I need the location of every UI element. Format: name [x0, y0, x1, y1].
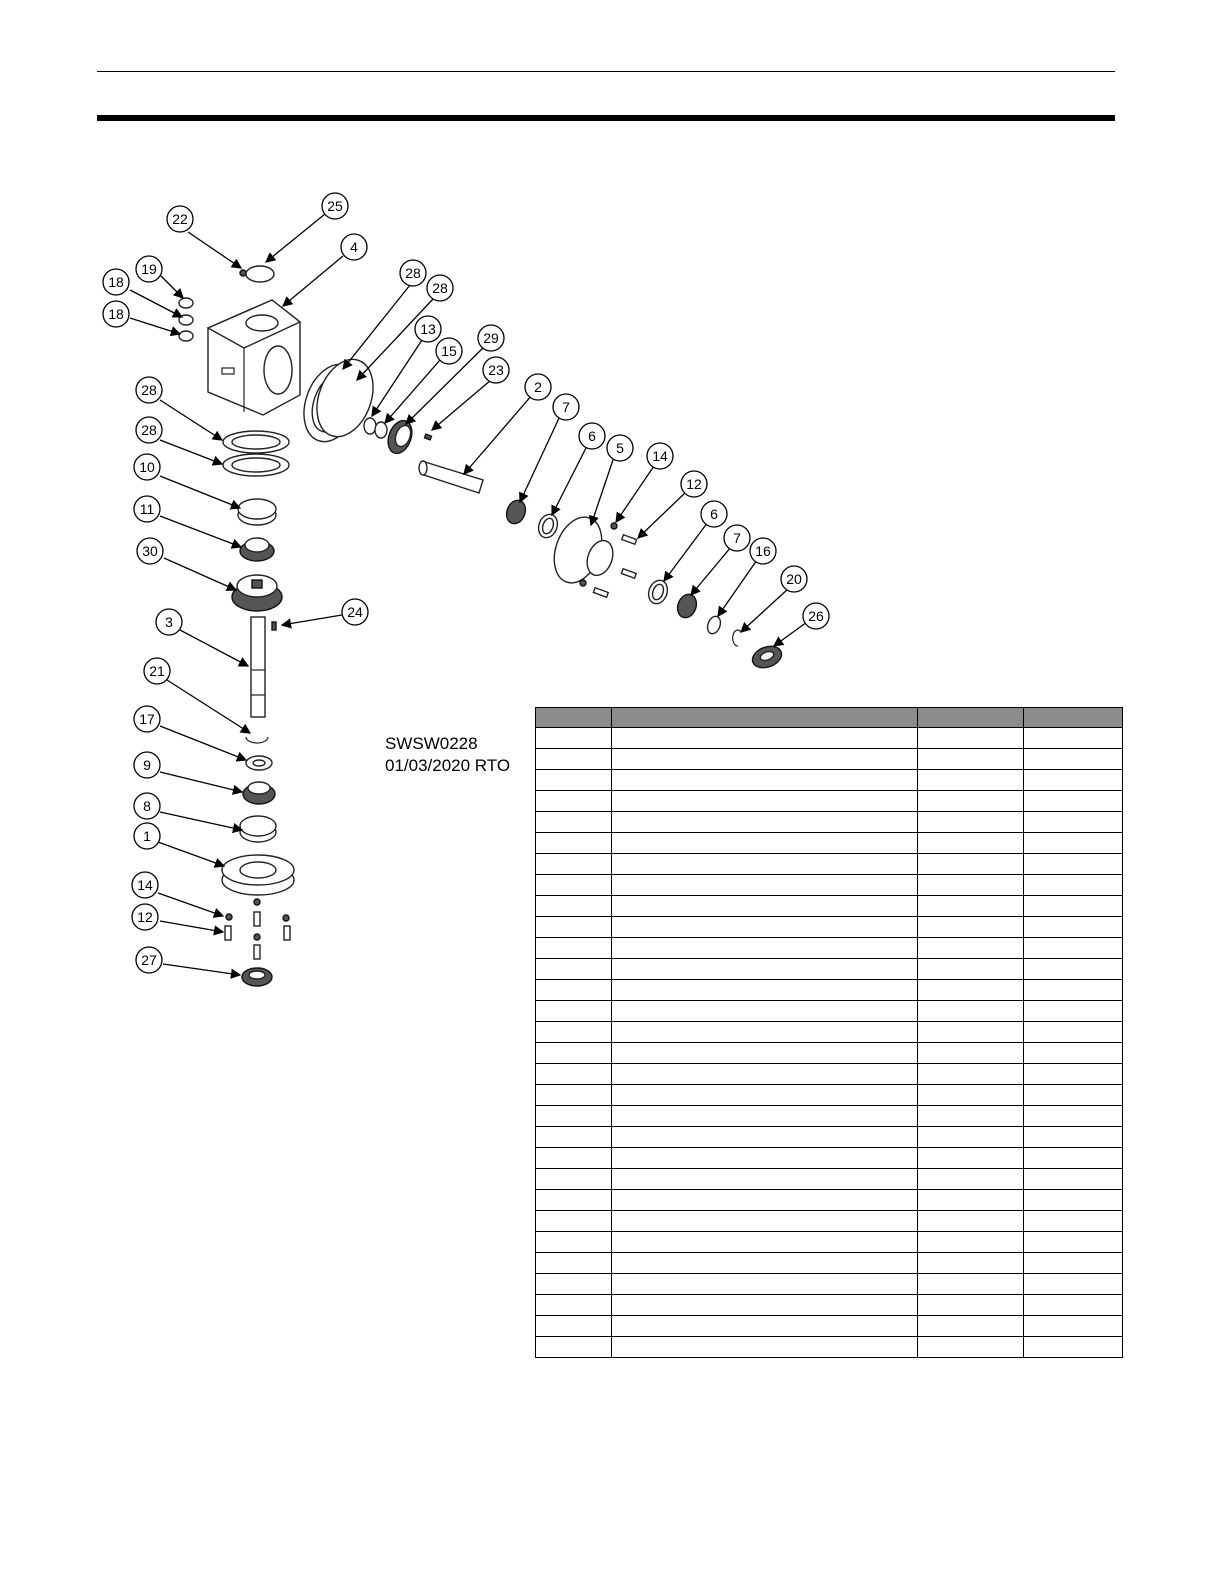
callout-28-side-b — [427, 275, 453, 301]
bearing-cup-10 — [238, 499, 276, 525]
table-row — [536, 980, 1123, 1001]
svg-text:2: 2 — [534, 379, 542, 395]
table-cell — [1024, 770, 1123, 791]
header-cell — [612, 708, 918, 728]
table-row — [536, 1316, 1123, 1337]
svg-text:29: 29 — [483, 330, 499, 346]
side-small-parts — [364, 417, 432, 456]
svg-text:27: 27 — [141, 952, 157, 968]
table-cell — [536, 770, 612, 791]
table-cell — [918, 1043, 1024, 1064]
table-cell — [1024, 875, 1123, 896]
callout-28-bottom-b — [136, 417, 162, 443]
table-cell — [536, 1001, 612, 1022]
callout-15 — [436, 338, 462, 364]
callout-16 — [750, 538, 776, 564]
table-cell — [1024, 1106, 1123, 1127]
svg-text:17: 17 — [139, 711, 155, 727]
table-cell — [918, 749, 1024, 770]
header-cell — [1024, 708, 1123, 728]
table-cell — [612, 749, 918, 770]
table-cell — [918, 812, 1024, 833]
bearing-cone-11 — [240, 538, 274, 561]
table-row — [536, 1106, 1123, 1127]
table-cell — [536, 1211, 612, 1232]
table-cell — [918, 1232, 1024, 1253]
table-cell — [918, 1169, 1024, 1190]
table-cell — [536, 1337, 612, 1358]
table-cell — [536, 1274, 612, 1295]
table-cell — [918, 791, 1024, 812]
svg-text:13: 13 — [420, 321, 436, 337]
svg-text:28: 28 — [405, 265, 421, 281]
callout-29 — [478, 325, 504, 351]
svg-text:26: 26 — [808, 608, 824, 624]
table-cell — [1024, 1148, 1123, 1169]
housing-gasket-bottom — [223, 431, 289, 476]
table-cell — [918, 938, 1024, 959]
table-cell — [918, 1190, 1024, 1211]
table-cell — [536, 791, 612, 812]
svg-text:6: 6 — [588, 428, 596, 444]
table-cell — [536, 833, 612, 854]
callout-28-bottom-a — [136, 377, 162, 403]
table-cell — [536, 959, 612, 980]
callout-9 — [134, 752, 160, 778]
svg-text:10: 10 — [139, 459, 155, 475]
svg-text:25: 25 — [327, 198, 343, 214]
table-cell — [918, 1001, 1024, 1022]
table-cell — [536, 854, 612, 875]
table-cell — [612, 917, 918, 938]
svg-text:19: 19 — [141, 261, 157, 277]
table-cell — [536, 1232, 612, 1253]
callout-12-bottom — [132, 904, 158, 930]
table-cell — [536, 1316, 612, 1337]
bearing-cup-8 — [240, 816, 276, 842]
table-cell — [918, 1316, 1024, 1337]
bevel-gear-30 — [232, 575, 282, 611]
table-cell — [918, 896, 1024, 917]
drawing-id — [385, 733, 510, 777]
table-cell — [1024, 1295, 1123, 1316]
drawing-number: SWSW0228 — [385, 734, 478, 753]
table-cell — [1024, 980, 1123, 1001]
table-cell — [612, 854, 918, 875]
table-cell — [1024, 1337, 1123, 1358]
table-cell — [612, 1001, 918, 1022]
table-cell — [612, 938, 918, 959]
table-row — [536, 1190, 1123, 1211]
svg-text:28: 28 — [141, 382, 157, 398]
callout-7-lower — [724, 525, 750, 551]
bearing-7-upper — [503, 498, 528, 527]
svg-text:8: 8 — [143, 798, 151, 814]
table-cell — [612, 812, 918, 833]
callout-26 — [803, 603, 829, 629]
table-cell — [1024, 833, 1123, 854]
svg-text:9: 9 — [143, 757, 151, 773]
table-row — [536, 1274, 1123, 1295]
table-row — [536, 854, 1123, 875]
table-cell — [536, 896, 612, 917]
table-cell — [612, 770, 918, 791]
callout-23 — [483, 357, 509, 383]
callout-13 — [415, 316, 441, 342]
table-cell — [612, 728, 918, 749]
table-cell — [612, 1148, 918, 1169]
table-cell — [918, 1253, 1024, 1274]
table-cell — [1024, 938, 1123, 959]
table-row — [536, 1337, 1123, 1358]
bearing-cup-6-upper — [535, 512, 560, 541]
table-cell — [918, 980, 1024, 1001]
table-row — [536, 1211, 1123, 1232]
table-cell — [1024, 1211, 1123, 1232]
table-cell — [918, 917, 1024, 938]
table-cell — [1024, 854, 1123, 875]
table-cell — [918, 875, 1024, 896]
table-cell — [536, 875, 612, 896]
table-cell — [1024, 812, 1123, 833]
table-row — [536, 770, 1123, 791]
table-cell — [536, 812, 612, 833]
table-cell — [918, 728, 1024, 749]
callout-2 — [525, 374, 551, 400]
table-cell — [918, 1211, 1024, 1232]
svg-text:28: 28 — [141, 422, 157, 438]
table-row — [536, 917, 1123, 938]
svg-text:20: 20 — [786, 571, 802, 587]
table-cell — [918, 1295, 1024, 1316]
table-cell — [612, 1232, 918, 1253]
table-cell — [918, 959, 1024, 980]
table-row — [536, 938, 1123, 959]
table-cell — [612, 980, 918, 1001]
table-cell — [918, 854, 1024, 875]
table-cell — [612, 791, 918, 812]
washer-16 — [705, 614, 722, 635]
svg-text:1: 1 — [143, 828, 151, 844]
table-cell — [612, 1190, 918, 1211]
callout-6-lower — [701, 501, 727, 527]
callout-14-bottom — [132, 872, 158, 898]
callout-20 — [781, 566, 807, 592]
table-row — [536, 896, 1123, 917]
callout-18-lower — [103, 301, 129, 327]
callout-21 — [144, 658, 170, 684]
table-cell — [1024, 791, 1123, 812]
callout-25 — [322, 193, 348, 219]
header-cell — [536, 708, 612, 728]
table-cell — [612, 1295, 918, 1316]
callout-8 — [134, 793, 160, 819]
table-cell — [918, 1106, 1024, 1127]
svg-text:11: 11 — [139, 501, 155, 517]
table-cell — [1024, 1043, 1123, 1064]
table-row — [536, 1253, 1123, 1274]
table-cell — [536, 917, 612, 938]
table-row — [536, 791, 1123, 812]
table-cell — [1024, 917, 1123, 938]
callout-19 — [136, 256, 162, 282]
washer-17 — [246, 756, 272, 770]
svg-text:24: 24 — [347, 604, 363, 620]
snap-ring-21 — [246, 737, 268, 743]
bottom-bolts — [225, 899, 290, 959]
table-cell — [1024, 749, 1123, 770]
svg-text:23: 23 — [488, 362, 504, 378]
table-row — [536, 1169, 1123, 1190]
table-cell — [612, 875, 918, 896]
table-cell — [612, 1169, 918, 1190]
table-cell — [1024, 1232, 1123, 1253]
table-cell — [536, 1106, 612, 1127]
callout-24 — [342, 599, 368, 625]
table-cell — [612, 1022, 918, 1043]
table-cell — [1024, 1085, 1123, 1106]
table-cell — [918, 1064, 1024, 1085]
callout-7-upper — [553, 394, 579, 420]
table-cell — [612, 1043, 918, 1064]
table-cell — [536, 980, 612, 1001]
table-cell — [536, 1190, 612, 1211]
table-cell — [918, 1022, 1024, 1043]
parts-table — [535, 707, 1123, 1358]
svg-text:15: 15 — [441, 343, 457, 359]
table-cell — [612, 1274, 918, 1295]
table-cell — [1024, 1001, 1123, 1022]
table-cell — [918, 1274, 1024, 1295]
callout-5 — [607, 435, 633, 461]
table-cell — [1024, 1127, 1123, 1148]
table-cell — [536, 1022, 612, 1043]
table-cell — [612, 1127, 918, 1148]
table-cell — [536, 1127, 612, 1148]
svg-text:18: 18 — [108, 274, 124, 290]
table-cell — [536, 938, 612, 959]
table-row — [536, 812, 1123, 833]
top-ring — [246, 266, 274, 282]
table-row — [536, 875, 1123, 896]
seal-26 — [749, 642, 784, 671]
table-cell — [918, 833, 1024, 854]
table-row — [536, 1064, 1123, 1085]
table-row — [536, 959, 1123, 980]
table-cell — [536, 1295, 612, 1316]
svg-text:4: 4 — [350, 239, 358, 255]
svg-text:22: 22 — [172, 211, 188, 227]
svg-text:18: 18 — [108, 306, 124, 322]
table-row — [536, 833, 1123, 854]
table-cell — [612, 833, 918, 854]
table-cell — [612, 1337, 918, 1358]
table-cell — [536, 1253, 612, 1274]
table-cell — [918, 770, 1024, 791]
callout-6-upper — [579, 423, 605, 449]
table-cell — [612, 1085, 918, 1106]
table-row — [536, 1001, 1123, 1022]
callout-22 — [167, 206, 193, 232]
table-cell — [536, 1148, 612, 1169]
callout-11 — [134, 496, 160, 522]
table-cell — [918, 1085, 1024, 1106]
table-row — [536, 1043, 1123, 1064]
table-cell — [536, 1064, 612, 1085]
parts-table-header-row — [536, 708, 1123, 728]
table-row — [536, 1127, 1123, 1148]
table-cell — [612, 896, 918, 917]
table-cell — [1024, 896, 1123, 917]
table-row — [536, 1148, 1123, 1169]
table-cell — [1024, 1253, 1123, 1274]
svg-text:21: 21 — [149, 663, 165, 679]
svg-text:5: 5 — [616, 440, 624, 456]
callout-18-upper — [103, 269, 129, 295]
table-cell — [1024, 1022, 1123, 1043]
table-cell — [918, 1127, 1024, 1148]
table-row — [536, 1232, 1123, 1253]
parts-table-body — [536, 728, 1123, 1358]
input-shaft-2 — [419, 461, 483, 493]
bearing-cup-6-lower — [645, 578, 670, 607]
table-cell — [536, 1085, 612, 1106]
svg-text:7: 7 — [733, 530, 741, 546]
svg-text:16: 16 — [755, 543, 771, 559]
snap-ring-20 — [733, 630, 741, 646]
table-cell — [1024, 1064, 1123, 1085]
table-cell — [536, 749, 612, 770]
vertical-shaft-3 — [251, 617, 276, 717]
table-cell — [1024, 1169, 1123, 1190]
table-cell — [612, 959, 918, 980]
seal-27 — [242, 968, 272, 986]
table-row — [536, 749, 1123, 770]
bearing-7-lower — [674, 592, 699, 621]
callout-27 — [136, 947, 162, 973]
table-cell — [612, 1064, 918, 1085]
header-cell — [918, 708, 1024, 728]
table-cell — [612, 1316, 918, 1337]
table-row — [536, 728, 1123, 749]
svg-text:28: 28 — [432, 280, 448, 296]
table-row — [536, 1295, 1123, 1316]
table-cell — [1024, 728, 1123, 749]
callout-28-side-a — [400, 260, 426, 286]
svg-text:12: 12 — [686, 476, 702, 492]
table-row — [536, 1022, 1123, 1043]
table-cell — [1024, 959, 1123, 980]
svg-text:14: 14 — [652, 448, 668, 464]
callout-3 — [156, 609, 182, 635]
bottom-cover-1 — [222, 855, 294, 895]
table-cell — [1024, 1190, 1123, 1211]
callout-12-side — [681, 471, 707, 497]
table-cell — [612, 1106, 918, 1127]
table-cell — [536, 728, 612, 749]
table-cell — [612, 1253, 918, 1274]
callout-4 — [341, 234, 367, 260]
callout-10 — [134, 454, 160, 480]
table-cell — [1024, 1274, 1123, 1295]
callout-17 — [134, 706, 160, 732]
table-cell — [1024, 1316, 1123, 1337]
table-cell — [536, 1169, 612, 1190]
table-cell — [536, 1043, 612, 1064]
svg-text:14: 14 — [137, 877, 153, 893]
table-cell — [918, 1148, 1024, 1169]
callout-30 — [137, 538, 163, 564]
svg-text:6: 6 — [710, 506, 718, 522]
table-row — [536, 1085, 1123, 1106]
svg-text:3: 3 — [165, 614, 173, 630]
gearbox-housing — [208, 300, 300, 415]
bearing-cone-9 — [243, 782, 275, 804]
table-cell — [918, 1337, 1024, 1358]
drawing-date: 01/03/2020 RTO — [385, 756, 511, 775]
callout-14-side — [647, 443, 673, 469]
svg-text:12: 12 — [137, 909, 153, 925]
svg-text:30: 30 — [142, 543, 158, 559]
svg-text:7: 7 — [562, 399, 570, 415]
table-cell — [612, 1211, 918, 1232]
callout-1 — [134, 823, 160, 849]
